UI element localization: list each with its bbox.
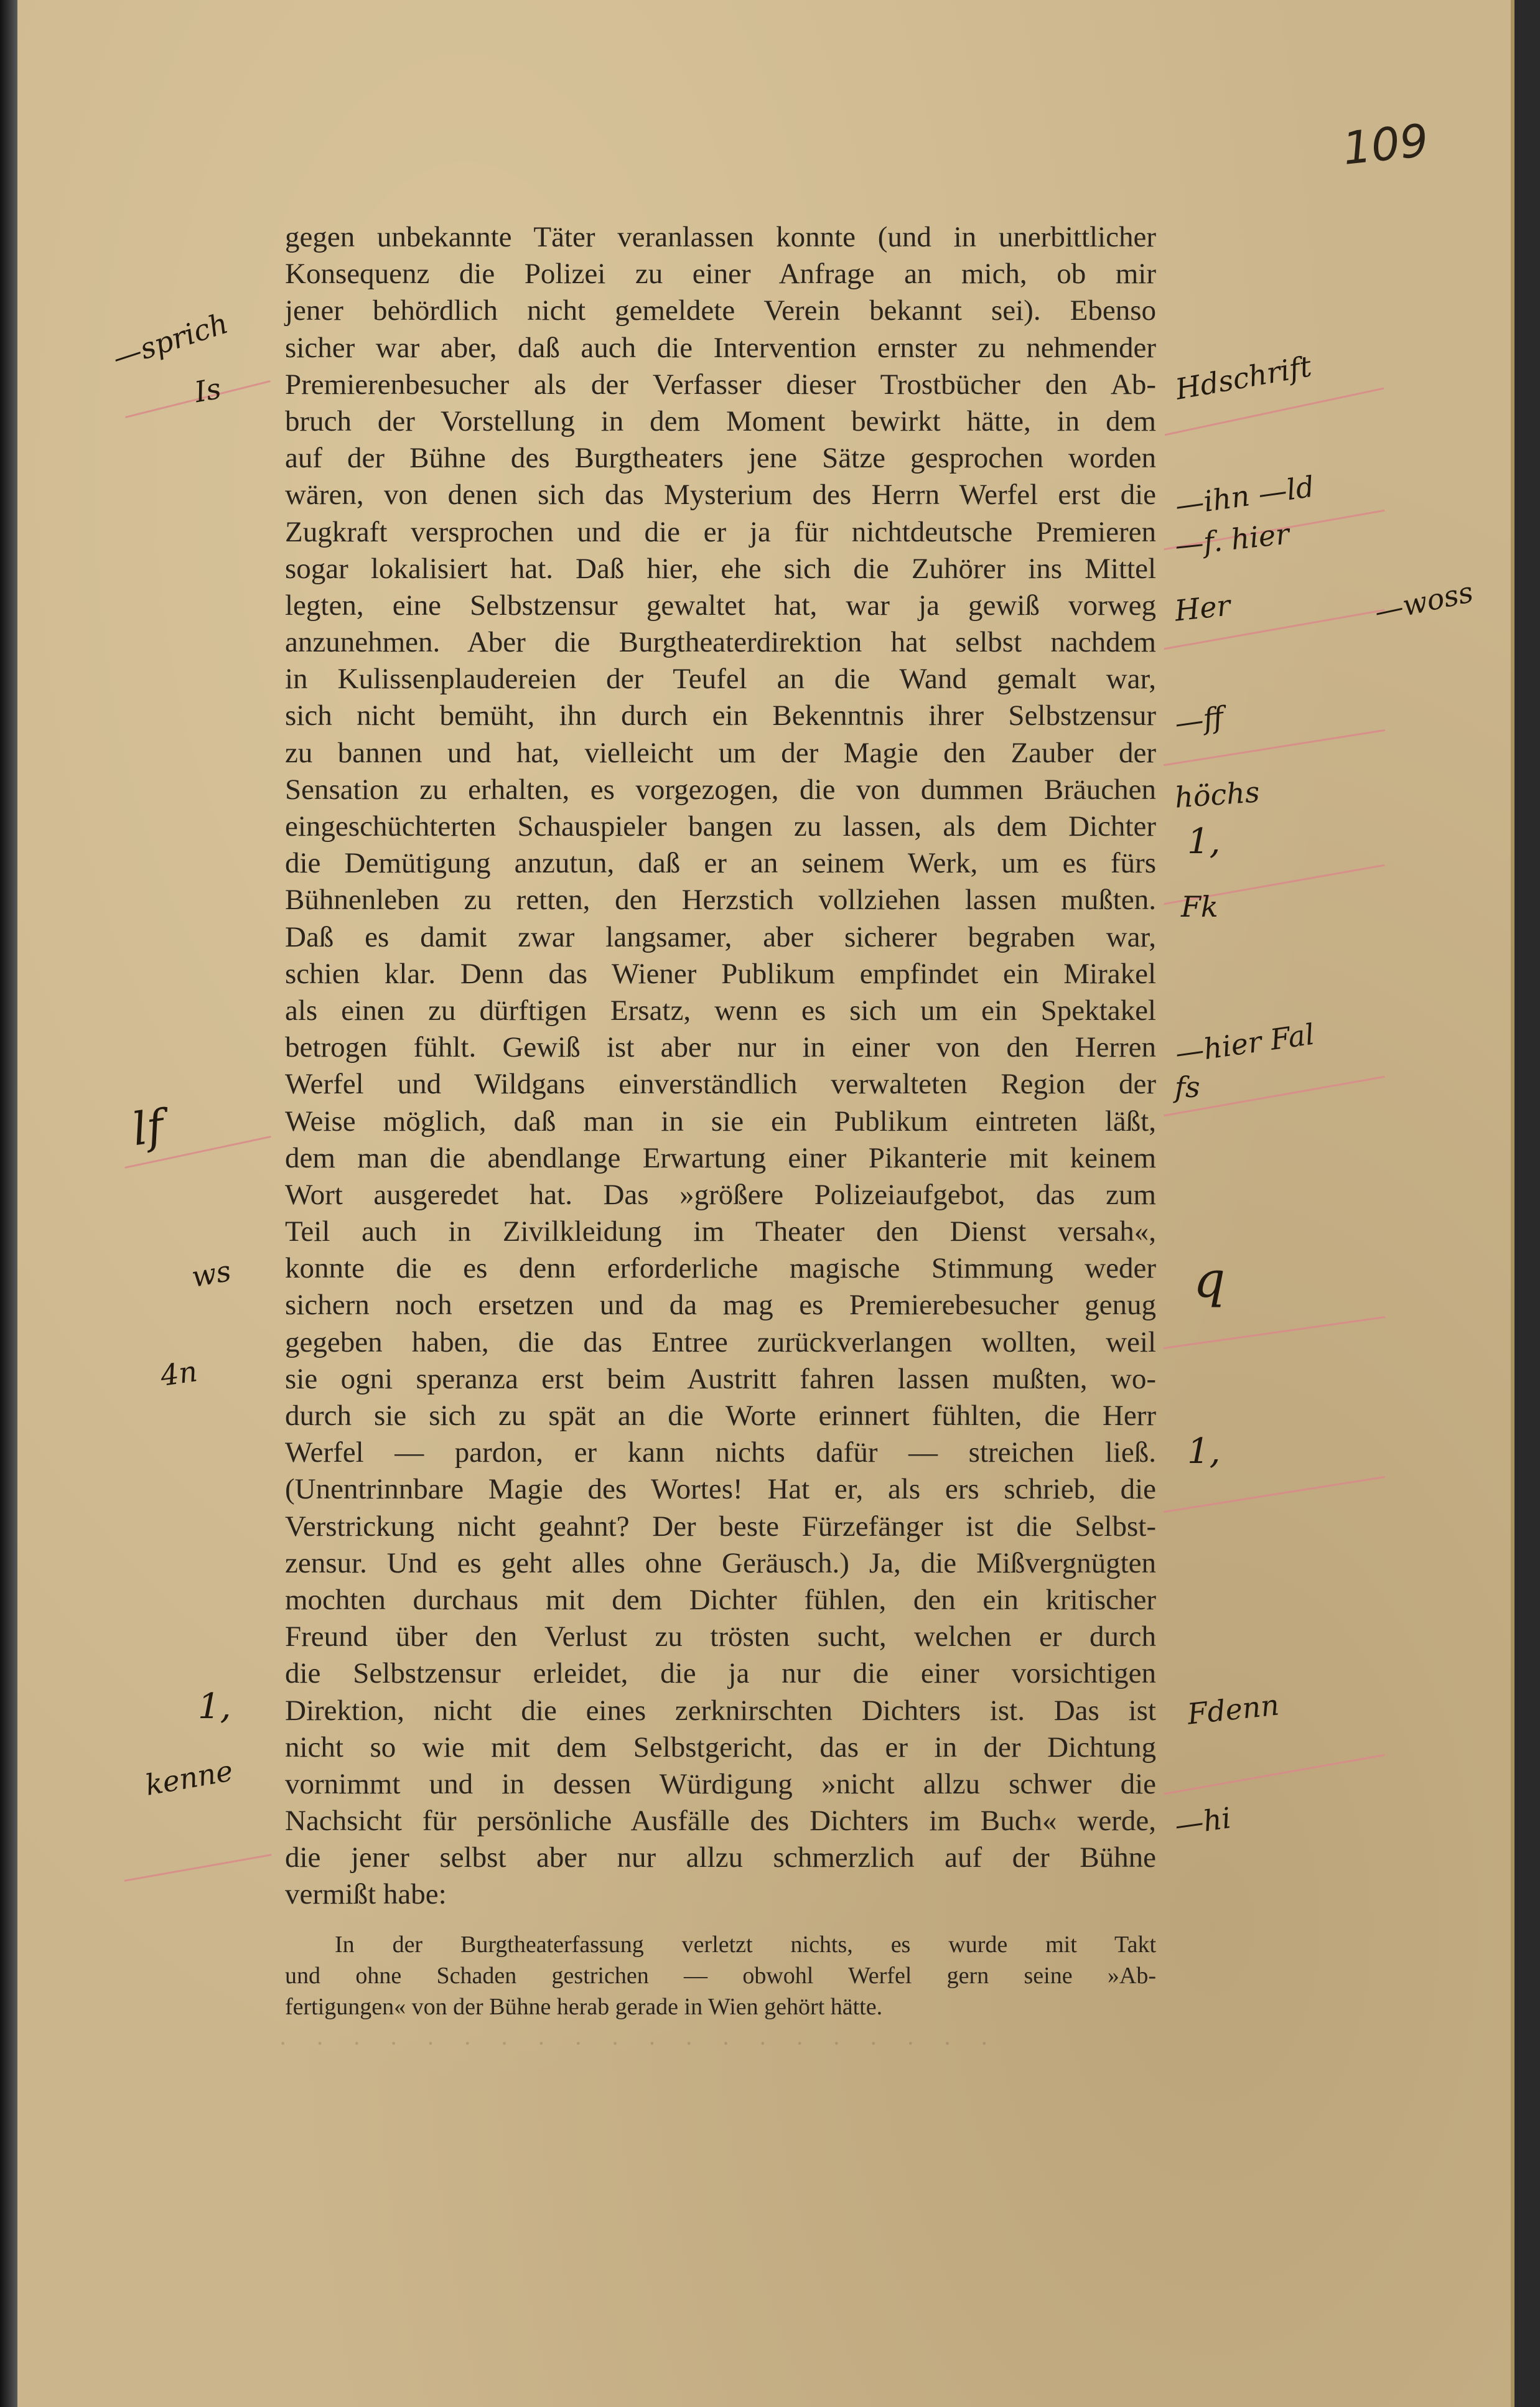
margin-note-right: fs <box>1175 1070 1200 1104</box>
margin-note-right: Fdenn <box>1185 1688 1281 1731</box>
text-line: Premierenbesucher als der Verfasser dieser Trostbücher den Ab- <box>285 368 1156 401</box>
text-line: nicht so wie mit dem Selbstgericht, das er in der Dichtung <box>285 1731 1156 1764</box>
text-line: bruch der Vorstellung in dem Moment bewirkt hätte, in dem <box>285 404 1156 437</box>
margin-note-left: Is <box>192 371 224 409</box>
text-line: Konsequenz die Polizei zu einer Anfrage an mich, ob mir <box>285 258 1156 291</box>
text-line: sicher war aber, daß auch die Intervention ernster zu nehmender <box>285 331 1156 364</box>
text-line: Freund über den Verlust zu trösten sucht, welchen er durch <box>285 1620 1156 1653</box>
margin-note-right: —f. hier <box>1173 516 1291 563</box>
text-line: sichern noch ersetzen und da mag es Premierebesucher genug <box>285 1289 1156 1322</box>
text-line: sogar lokalisiert hat. Daß hier, ehe sich die Zuhörer ins Mittel <box>285 552 1156 585</box>
text-line: in Kulissenplaudereien der Teufel an die Wand gemalt war, <box>285 663 1156 696</box>
footnote-line: In der Burgtheaterfassung verletzt nichts, es wurde mit Takt <box>335 1932 1156 1958</box>
text-line: Direktion, nicht die eines zerknirschten Dichters ist. Das ist <box>285 1694 1156 1727</box>
margin-note-left: —sprich <box>108 306 232 375</box>
text-line: Teil auch in Zivilkleidung im Theater den Dienst versah«, <box>285 1215 1156 1248</box>
text-line: zensur. Und es geht alles ohne Geräusch.) Ja, die Mißvergnügten <box>285 1546 1156 1579</box>
page-sheet <box>17 0 1514 2407</box>
text-line: vermißt habe: <box>285 1878 447 1911</box>
footnote-block <box>285 1929 1156 2022</box>
text-line: schien klar. Denn das Wiener Publikum empfindet ein Mirakel <box>285 957 1156 990</box>
text-line: Werfel und Wildgans einverständlich verwalteten Region der <box>285 1068 1156 1101</box>
margin-note-right: Her <box>1173 588 1232 628</box>
text-line: die jener selbst aber nur allzu schmerzlich auf der Bühne <box>285 1841 1156 1874</box>
margin-note-right: —hier Fal <box>1173 1017 1317 1070</box>
text-line: sie ogni speranza erst beim Austritt fahren lassen mußten, wo- <box>285 1362 1156 1395</box>
margin-note-right: —ihn —ld <box>1173 469 1317 523</box>
margin-note-right: Fk <box>1181 890 1218 923</box>
text-line: die Demütigung anzutun, daß er an seinem Werk, um es fürs <box>285 847 1156 880</box>
text-line: Werfel — pardon, er kann nichts dafür — streichen ließ. <box>285 1436 1156 1469</box>
proof-mark-line <box>1164 1316 1386 1349</box>
text-line: Zugkraft versprochen und die er ja für nichtdeutsche Premieren <box>285 515 1156 548</box>
text-line: Daß es damit zwar langsamer, aber sicherer begraben war, <box>285 920 1156 953</box>
main-text-block <box>285 219 1156 1914</box>
text-line: durch sie sich zu spät an die Worte erinnert fühlten, die Herr <box>285 1400 1156 1432</box>
text-line: mochten durchaus mit dem Dichter fühlen, den ein kritischer <box>285 1583 1156 1616</box>
margin-note-right: 1, <box>1187 1431 1221 1472</box>
proof-mark-line <box>124 1854 272 1882</box>
margin-note-left: 4n <box>158 1354 200 1393</box>
proof-mark-line <box>1164 1754 1384 1795</box>
text-line: vornimmt und in dessen Würdigung »nicht allzu schwer die <box>285 1767 1156 1800</box>
text-line: gegen unbekannte Täter veranlassen konnte (und in unerbittlicher <box>285 221 1156 253</box>
margin-note-left: ws <box>189 1253 234 1294</box>
text-line: jener behördlich nicht gemeldete Verein bekannt sei). Ebenso <box>285 294 1156 327</box>
margin-note-left: lf <box>129 1099 167 1156</box>
proof-mark-line <box>1164 1476 1385 1513</box>
text-line: sich nicht bemüht, ihn durch ein Bekenntnis ihrer Selbstzensur <box>285 699 1156 732</box>
text-line: zu bannen und hat, vielleicht um der Magie den Zauber der <box>285 736 1156 769</box>
footnote-line: fertigungen« von der Bühne herab gerade in Wien gehört hätte. <box>285 1994 883 2020</box>
text-line: konnte die es denn erforderliche magische Stimmung weder <box>285 1252 1156 1285</box>
margin-note-left: kenne <box>142 1754 236 1802</box>
margin-note-right: 1, <box>1187 821 1221 862</box>
text-line: (Unentrinnbare Magie des Wortes! Hat er, als ers schrieb, die <box>285 1473 1156 1506</box>
text-line: Nachsicht für persönliche Ausfälle des Dichters im Buch« werde, <box>285 1805 1156 1838</box>
margin-note-right: —ff <box>1172 699 1226 741</box>
text-line: wären, von denen sich das Mysterium des Herrn Werfel erst die <box>285 479 1156 512</box>
text-line: die Selbstzensur erleidet, die ja nur die einer vorsichtigen <box>285 1657 1156 1690</box>
text-line: dem man die abendlange Erwartung einer Pikanterie mit keinem <box>285 1141 1156 1174</box>
page-number: 109 <box>1340 114 1431 175</box>
text-line: betrogen fühlt. Gewiß ist aber nur in einer von den Herren <box>285 1031 1156 1064</box>
text-line: Wort ausgeredet hat. Das »größere Polizeiaufgebot, das zum <box>285 1178 1156 1211</box>
text-line: auf der Bühne des Burgtheaters jene Sätze gesprochen worden <box>285 442 1156 475</box>
footnote-line: und ohne Schaden gestrichen — obwohl Werfel gern seine »Ab- <box>285 1963 1156 1989</box>
margin-note-right: —woss <box>1371 574 1477 629</box>
margin-note-right: Hdschrift <box>1172 349 1314 406</box>
margin-note-left: 1, <box>198 1686 231 1727</box>
show-through-text: · · · · · · · · · · · · · · · · · · · · <box>279 2029 1000 2057</box>
text-line: eingeschüchterten Schauspieler bangen zu lassen, als dem Dichter <box>285 810 1156 843</box>
margin-note-right: —hi <box>1172 1800 1233 1843</box>
margin-note-right: q <box>1193 1251 1226 1309</box>
text-line: legten, eine Selbstzensur gewaltet hat, war ja gewiß vorweg <box>285 589 1156 622</box>
text-line: anzunehmen. Aber die Burgtheaterdirektion hat selbst nachdem <box>285 626 1156 659</box>
text-line: als einen zu dürftigen Ersatz, wenn es sich um ein Spektakel <box>285 994 1156 1027</box>
text-line: Verstrickung nicht geahnt? Der beste Fürzefänger ist die Selbst- <box>285 1510 1156 1543</box>
book-spine <box>0 0 17 2407</box>
margin-note-right: höchs <box>1174 775 1261 815</box>
text-line: Bühnenleben zu retten, den Herzstich vollziehen lassen mußten. <box>285 884 1156 917</box>
text-line: Weise möglich, daß man in sie ein Publikum eintreten läßt, <box>285 1105 1156 1138</box>
text-line: Sensation zu erhalten, es vorgezogen, die von dummen Bräuchen <box>285 773 1156 806</box>
text-line: gegeben haben, die das Entree zurückverlangen wollten, weil <box>285 1325 1156 1358</box>
